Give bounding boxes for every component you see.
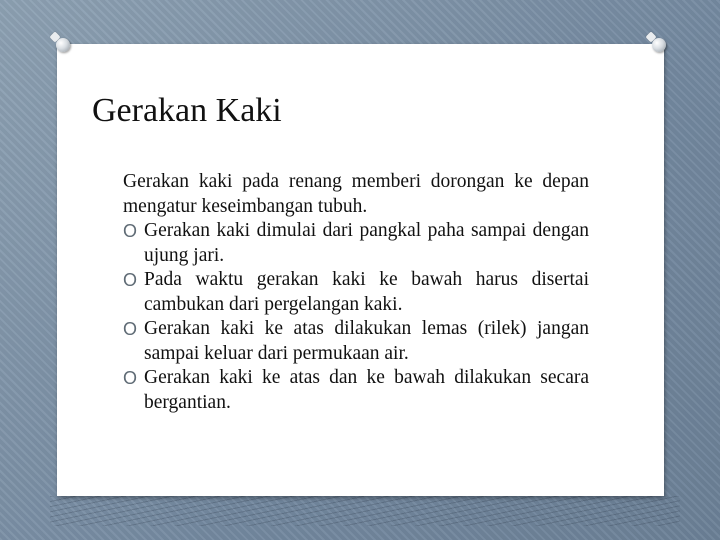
list-item xyxy=(123,219,589,268)
slide-title: Gerakan Kaki xyxy=(92,92,282,129)
pushpin-icon xyxy=(56,38,70,52)
bullet-marker-icon: O xyxy=(123,319,138,339)
list-item xyxy=(123,366,589,415)
list-item xyxy=(123,317,589,366)
bullet-marker-icon: O xyxy=(123,368,138,388)
bullet-text: Pada waktu gerakan kaki ke bawah harus disertai cambukan dari pergelangan kaki. xyxy=(144,269,589,315)
bullet-marker-icon: O xyxy=(123,221,138,241)
bullet-text: Gerakan kaki ke atas dilakukan lemas (rilek) jangan sampai keluar dari permukaan air. xyxy=(144,318,589,364)
slide-body xyxy=(123,170,589,415)
bullet-list xyxy=(123,219,589,415)
bullet-text: Gerakan kaki dimulai dari pangkal paha sampai dengan ujung jari. xyxy=(144,220,589,266)
intro-paragraph: Gerakan kaki pada renang memberi dorongan ke depan mengatur keseimbangan tubuh. xyxy=(123,171,589,217)
background-texture xyxy=(50,496,680,526)
pushpin-icon xyxy=(652,38,666,52)
list-item xyxy=(123,268,589,317)
bullet-marker-icon: O xyxy=(123,270,138,290)
bullet-text: Gerakan kaki ke atas dan ke bawah dilakukan secara bergantian. xyxy=(144,367,589,413)
